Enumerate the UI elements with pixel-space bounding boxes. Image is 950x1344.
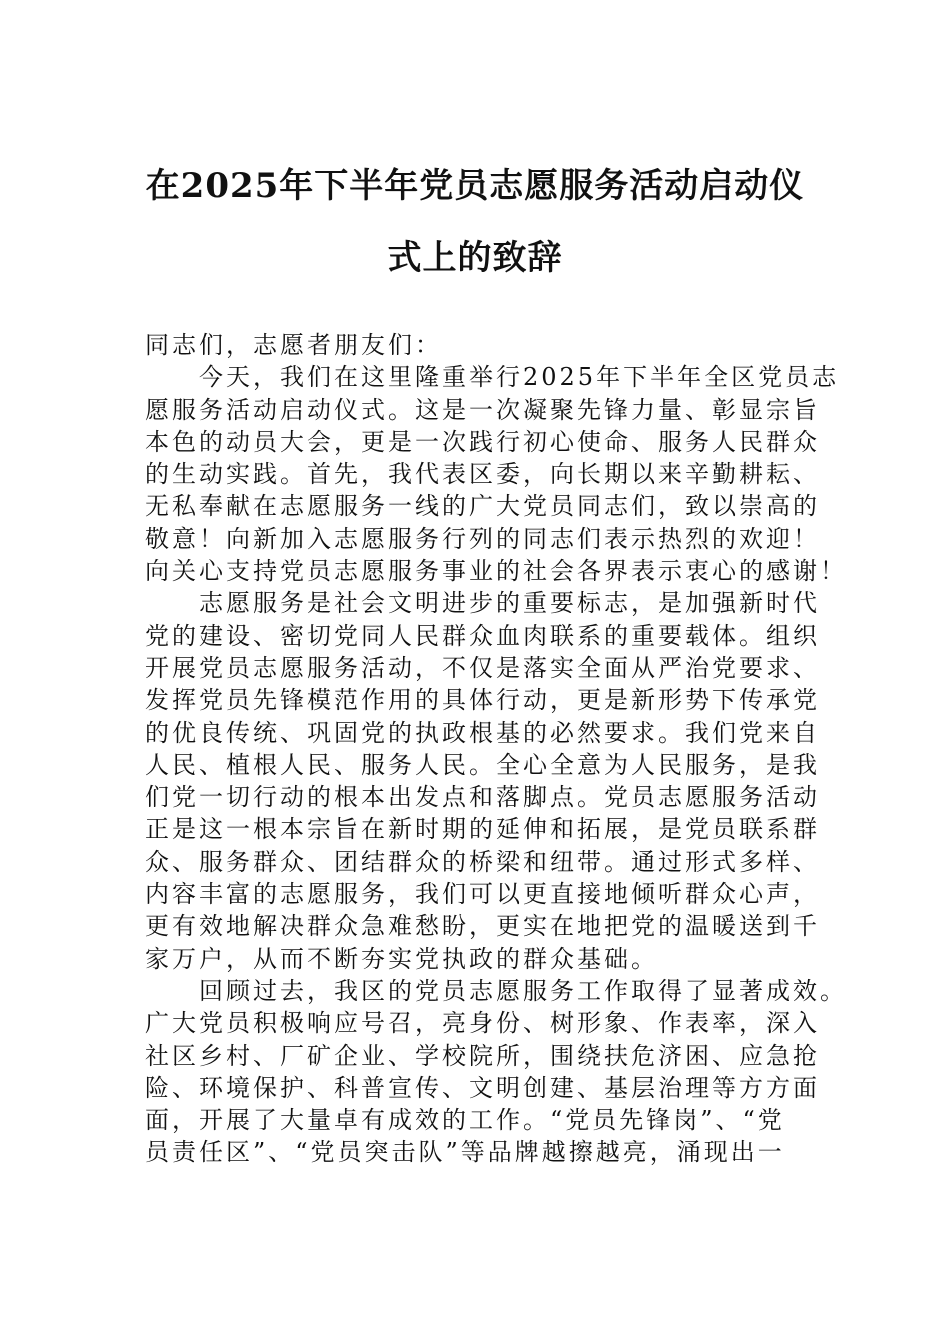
paragraph-line: 员责任区”、“党员突击队”等品牌越擦越亮，涌现出一 (145, 1138, 785, 1167)
paragraph-line: 广大党员积极响应号召，亮身份、树形象、作表率，深入 (145, 1009, 820, 1038)
paragraph-line: 的生动实践。首先，我代表区委，向长期以来辛勤耕耘、 (145, 460, 820, 489)
paragraph-line: 众、服务群众、团结群众的桥梁和纽带。通过形式多样、 (145, 847, 820, 876)
paragraph-line: 敬意！向新加入志愿服务行列的同志们表示热烈的欢迎！ (145, 524, 820, 553)
paragraph-line: 更有效地解决群众急难愁盼，更实在地把党的温暖送到千 (145, 912, 820, 941)
salutation-line: 同志们，志愿者朋友们： (145, 331, 442, 359)
paragraph-line: 本色的动员大会，更是一次践行初心使命、服务人民群众 (145, 427, 820, 456)
document-title (120, 150, 830, 294)
title-line-1: 在2025年下半年党员志愿服务活动启动仪 (145, 166, 805, 206)
paragraph-line: 今天，我们在这里隆重举行2025年下半年全区党员志 (199, 363, 840, 392)
paragraph-line: 党的建设、密切党同人民群众血肉联系的重要载体。组织 (145, 621, 820, 650)
paragraph-line: 们党一切行动的根本出发点和落脚点。党员志愿服务活动 (145, 783, 820, 812)
paragraph-line: 开展党员志愿服务活动，不仅是落实全面从严治党要求、 (145, 653, 820, 682)
paragraph-line: 志愿服务是社会文明进步的重要标志，是加强新时代 (199, 589, 820, 618)
paragraph-line: 无私奉献在志愿服务一线的广大党员同志们，致以崇高的 (145, 492, 820, 521)
paragraph-line: 发挥党员先锋模范作用的具体行动，更是新形势下传承党 (145, 686, 820, 715)
paragraph-line: 内容丰富的志愿服务，我们可以更直接地倾听群众心声， (145, 880, 820, 909)
document-body (145, 329, 845, 1169)
paragraph-line: 的优良传统、巩固党的执政根基的必然要求。我们党来自 (145, 718, 820, 747)
paragraph-line: 回顾过去，我区的党员志愿服务工作取得了显著成效。 (199, 976, 847, 1005)
paragraph-line: 面，开展了大量卓有成效的工作。“党员先锋岗”、“党 (145, 1106, 785, 1135)
paragraph-line: 家万户，从而不断夯实党执政的群众基础。 (145, 944, 658, 973)
paragraph-line: 愿服务活动启动仪式。这是一次凝聚先锋力量、彰显宗旨 (145, 395, 820, 424)
paragraph-line: 社区乡村、厂矿企业、学校院所，围绕扶危济困、应急抢 (145, 1041, 820, 1070)
paragraph-line: 险、环境保护、科普宣传、文明创建、基层治理等方方面 (145, 1073, 820, 1102)
paragraph-line: 正是这一根本宗旨在新时期的延伸和拓展，是党员联系群 (145, 815, 820, 844)
paragraph-line: 向关心支持党员志愿服务事业的社会各界表示衷心的感谢！ (145, 557, 847, 586)
title-line-2: 式上的致辞 (387, 238, 563, 278)
paragraph-line: 人民、植根人民、服务人民。全心全意为人民服务，是我 (145, 750, 820, 779)
